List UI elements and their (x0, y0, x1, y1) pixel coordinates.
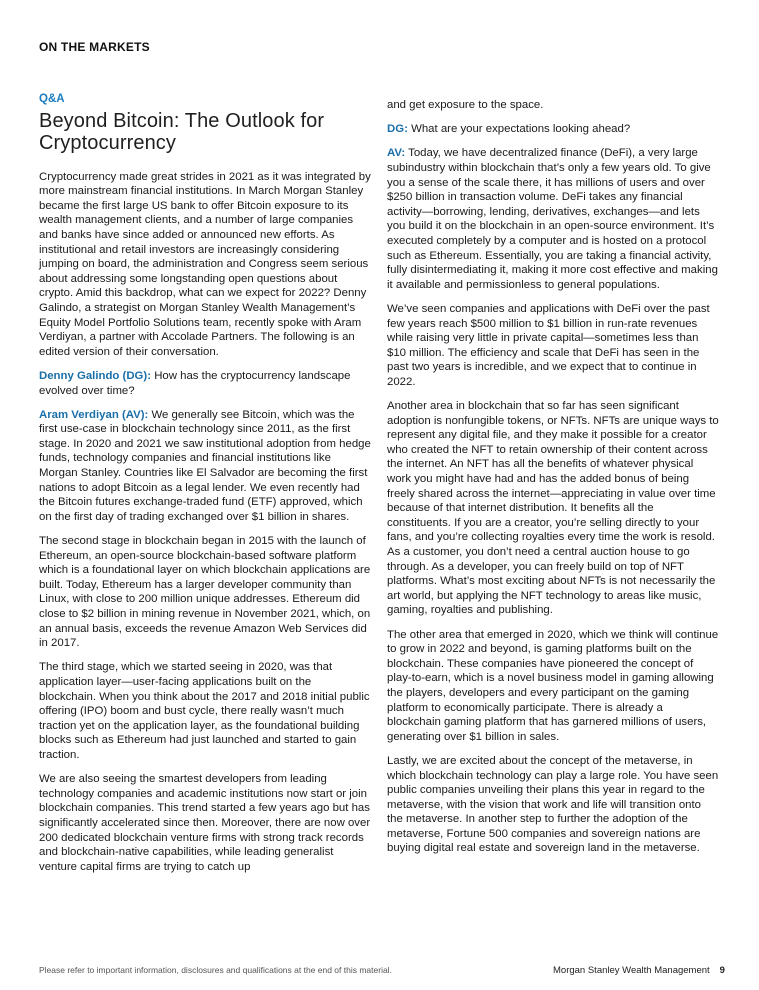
intro-paragraph: Cryptocurrency made great strides in 2021 as it was integrated by more mainstream financial institutions. In March Morgan Stanley became the first large US bank to offer Bitcoin exposure to its wealth management clients, and a number of large companies and banks have since added or announced new efforts. As institutional and retail investors are increasingly considering jumping on board, the administration and Congress seem serious about addressing some longstanding open questions about crypto. Amid this backdrop, what can we expect for 2022? Denny Galindo, a strategist on Morgan Stanley Wealth Management’s Equity Model Portfolio Solutions team, recently spoke with Aram Verdiyan, a partner with Accolade Partners. The following is an edited version of their conversation. (39, 170, 371, 358)
right-column (387, 98, 719, 866)
speaker-dg: Denny Galindo (DG): (39, 369, 152, 382)
question-2-text: What are your expectations looking ahead? (411, 123, 631, 136)
article-kicker: Q&A (39, 93, 65, 105)
answer-2 (387, 146, 719, 292)
paragraph-third-stage: The third stage, which we started seeing in 2020, was that application layer—user-facing applications built on the blockchain. When you think about the 2017 and 2018 initial public offering (IPO) boom and bust cycle, there really wasn’t much traction yet on the application layer, as the foundational building blocks such as Ethereum had just launched and started to gain traction. (39, 661, 370, 761)
footer-brand: Morgan Stanley Wealth Management (553, 965, 710, 976)
paragraph-gaming: The other area that emerged in 2020, which we think will continue to grow in 2022 and beyond, is gaming platforms built on the blockchain. These companies have pioneered the concept of play-to-earn, which is a novel business model in gaming allowing the players, developers and every participant on the gaming platform to economically participate. There is already a blockchain gaming platform that has garnered millions of users, generating over $1 billion in sales. (387, 628, 719, 743)
question-2 (387, 122, 719, 137)
paragraph-developers: We are also seeing the smartest developers from leading technology companies and academic institutions now start or join blockchain companies. This trend started a few years ago but has significantly accelerated since then. Moreover, there are now over 200 dedicated blockchain venture firms with strong track records and blockchain-native capabilities, while leading generalist venture capital firms are trying to catch up (39, 773, 371, 873)
page-number: 9 (719, 965, 725, 976)
question-1 (39, 369, 371, 398)
speaker-av: AV: (387, 147, 406, 160)
answer-2-text: Today, we have decentralized finance (DeFi), a very large subindustry within blockchain that’s only a few years old. To give you a sense of the scale there, it has millions of users and over $250 billion in transaction volume. DeFi takes any financial activity—borrowing, lending, derivatives, exchanges—and lets you build it on the blockchain in an open-source environment. It’s executed completely by a computer and is hosted on a protocol such as Ethereum. Essentially, you are taking a financial activity, fully disintermediating it, making it more cost effective and making it available and permissionless to general populations. (387, 147, 718, 291)
section-header: ON THE MARKETS (39, 40, 150, 54)
answer-1-text: We generally see Bitcoin, which was the first use-case in blockchain technology since 2011, as the first stage. In 2020 and 2021 we saw institutional adoption from hedge funds, technology companies and financial institutions like Morgan Stanley. Countries like El Salvador are becoming the first nations to adopt Bitcoin as a legal lender. We even recently had the Bitcoin futures exchange-traded fund (ETF) approved, which on the first day of trading exchanged over $1 billion in shares. (39, 408, 371, 523)
answer-1 (39, 408, 371, 525)
paragraph-second-stage: The second stage in blockchain began in 2015 with the launch of Ethereum, an open-source blockchain-based software platform which is a foundational layer on which blockchain applications are built. Today, Ethereum has a larger developer community than Linux, with close to 200 million unique addresses. Ethereum did close to $2 billion in mining revenue in November 2021, which, on an annual basis, exceeds the revenue Amazon Web Services did in 2017. (39, 535, 371, 650)
left-column (39, 92, 371, 884)
speaker-av: Aram Verdiyan (AV): (39, 408, 149, 421)
footer-disclaimer: Please refer to important information, disclosures and qualifications at the end of this material. (39, 965, 392, 975)
paragraph-defi: We’ve seen companies and applications with DeFi over the past few years reach $500 million to $1 billion in run-rate revenues while raising very little in private capital—sometimes less than $10 million. The efficiency and scale that DeFi has seen in the past two years is incredible, and we expect that to continue in 2022. (387, 302, 710, 388)
paragraph-continuation: and get exposure to the space. (387, 99, 544, 111)
article-title: Beyond Bitcoin: The Outlook for Cryptocurrency (39, 109, 325, 154)
footer-brand-block (553, 965, 725, 976)
question-1-text: How has the cryptocurrency landscape evolved over time? (39, 369, 351, 397)
paragraph-metaverse: Lastly, we are excited about the concept of the metaverse, in which blockchain technology can play a large role. You have seen public companies unveiling their plans this year in regard to the metaverse, with the vision that work and life will transition onto the metaverse. In another step to further the adoption of the metaverse, Fortune 500 companies and sovereign nations are buying digital real estate and sovereign land in the metaverse. (387, 754, 719, 855)
speaker-dg: DG: (387, 123, 408, 136)
paragraph-nft: Another area in blockchain that so far has seen significant adoption is nonfungible tokens, or NFTs. NFTs are unique ways to represent any digital file, and they make it possible for a creator who created the NFT to retain ownership of their content across the internet. An NFT has all the benefits of whatever physical work you might have had and has the added bonus of being freely shared across the internet—appreciating in value over time because of that internet distribution. It benefits all the constituents. If you are a creator, you’re selling directly to your fans, and you’re collecting royalties every time the work is resold. As a customer, you don’t need a central auction house to go through. As a developer, you can freely build on top of NFT platforms. What’s most exciting about NFTs is not necessarily the art world, but applying the NFT technology to areas like music, gaming, royalties and publishing. (387, 400, 719, 617)
